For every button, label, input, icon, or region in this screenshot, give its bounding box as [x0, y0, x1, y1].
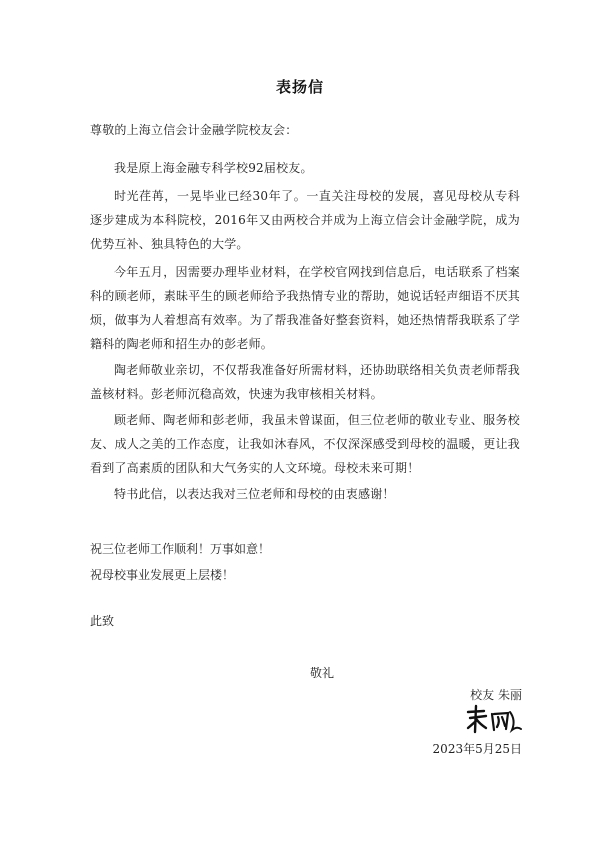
letter-title: 表扬信 — [275, 78, 324, 96]
salutation: 尊敬的上海立信会计金融学院校友会： — [90, 123, 298, 137]
salute: 敬礼 — [310, 666, 335, 680]
paragraph-school-history: 时光荏苒，一晃毕业已经30年了。一直关注母校的发展，喜见母校从专科逐步建成为本科院校，2016年又由两校合并成为上海立信会计金融学院，成为优势互补、独具特色的大学。 — [90, 189, 520, 251]
paragraph-tao-peng-teachers: 陶老师敬业亲切，不仅帮我准备好所需材料，还协助联络相关负责老师帮我盖核材料。彭老师沉稳高效，快速为我审核相关材料。 — [90, 363, 520, 401]
paragraph-thanks: 特书此信，以表达我对三位老师和母校的由衷感谢！ — [114, 487, 395, 501]
wish-teachers: 祝三位老师工作顺利！万事如意！ — [90, 542, 271, 556]
wish-school: 祝母校事业发展更上层楼！ — [90, 568, 235, 582]
handwritten-signature — [464, 702, 524, 736]
letter-date: 2023年5月25日 — [432, 742, 522, 756]
sender-name: 校友 朱丽 — [470, 688, 522, 702]
paragraph-gu-teacher: 今年五月，因需要办理毕业材料，在学校官网找到信息后，电话联系了档案科的顾老师，素昧平生的顾老师给予我热情专业的帮助，她说话轻声细语不厌其烦，做事为人着想高有效率。为了帮我准备好整套资料，她还热情帮我联系了学籍科的陶老师和招生办的彭老师。 — [90, 265, 520, 351]
paragraph-gratitude: 顾老师、陶老师和彭老师，我虽未曾谋面，但三位老师的敬业专业、服务校友、成人之美的工作态度，让我如沐春风，不仅深深感受到母校的温暖，更让我看到了高素质的团队和大气务实的人文环境。母校未来可期！ — [90, 413, 520, 475]
paragraph-intro: 我是原上海金融专科学校92届校友。 — [114, 161, 313, 175]
closing: 此致 — [90, 614, 115, 628]
